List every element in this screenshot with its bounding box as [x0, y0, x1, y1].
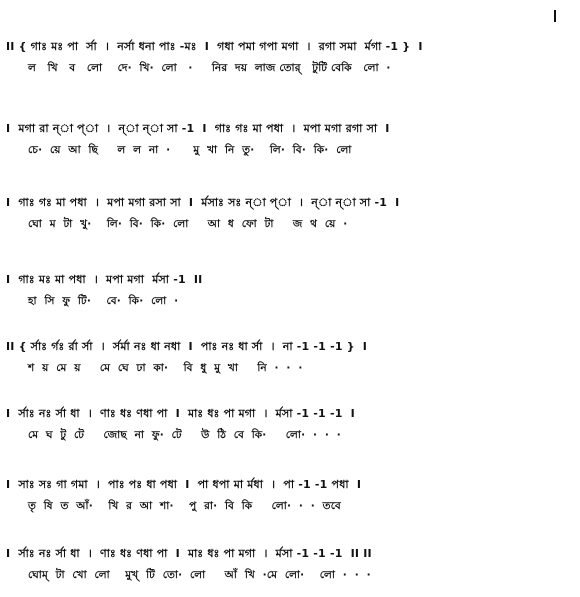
swara-line: II { গাঃ মঃ পা র্সা । নর্সা ধনা পাঃ -মঃ I গধা পমা গপা মগা । রগা সমা র্মগা -1 } I [6, 40, 423, 53]
lyric-line: ঘোম্‌ টা খো লো মুখ্‌ টি তো· লো আঁ খি ·মে লো· লো · · · [28, 569, 371, 581]
lyric-line: ল খি ব লো দে· খি· লো · নির দয় লাজ তোর্ টুটি বেকি লো · [28, 62, 391, 74]
notation-block-3 [6, 194, 574, 233]
notation-block-4 [6, 271, 574, 310]
lyric-line: ঘো ম টা খু· লি· বি· কি· লো আ ধ ফো টা জ থ য়ে · [28, 218, 348, 230]
swara-line: I মগা রা ন্‌া প্‌া । ন্‌া ন্‌া সা -1 I গাঃ গঃ মা পধা । মপা মগা রগা সা I [6, 122, 390, 135]
swara-line: II { র্সাঃ র্গঃ র্রা র্সা । র্সর্মা নঃ ধা নধা I পাঃ নঃ ধা র্সা । না -1 -1 -1 } I [6, 340, 368, 353]
notation-block-8 [6, 545, 574, 584]
notation-block-5 [6, 338, 574, 377]
notation-block-1 [6, 38, 574, 77]
page-mark [554, 10, 556, 22]
notation-block-7 [6, 476, 574, 515]
swara-line: I গাঃ গঃ মা পধা । মপা মগা রসা সা I র্মসাঃ সঃ ন্‌া প্‌া । ন্‌া ন্‌া সা -1 I [6, 196, 400, 209]
swara-line: I র্সাঃ নঃ র্সা ধা । ণাঃ ধঃ ণধা পা I মাঃ ধঃ পা মগা । র্মসা -1 -1 -1 I [6, 407, 355, 420]
lyric-line: মে ঘ টু টে জোছ না ফু· টে উ ঠি বে কি· লো· · · · [28, 429, 341, 441]
notation-block-2 [6, 120, 574, 159]
swara-line: I গাঃ মঃ মা পধা । মপা মগা র্মসা -1 II [6, 273, 203, 286]
swara-line: I সাঃ সঃ গা গমা । পাঃ পঃ ধা পধা I পা ধপা মা র্মধা । পা -1 -1 পধা I [6, 478, 362, 491]
lyric-line: শ য় মে য় মে ঘে ঢা কা· বি ধু মু খা নি · · · [28, 362, 303, 374]
lyric-line: চে· য়ে আ ছি ল ল না · মু খা নি তু· লি· বি· কি· লো [28, 144, 352, 156]
lyric-line: হা সি ফু টি· বে· কি· লো · [28, 295, 179, 307]
notation-block-6 [6, 405, 574, 444]
lyric-line: তৃ ষি ত আঁ· খি র আ শা· পু রা· বি কি লো· · · তবে [28, 500, 341, 512]
swara-line: I র্সাঃ নঃ র্সা ধা । ণাঃ ধঃ ণধা পা I মাঃ ধঃ পা মগা । র্মসা -1 -1 -1 II II [6, 547, 372, 560]
